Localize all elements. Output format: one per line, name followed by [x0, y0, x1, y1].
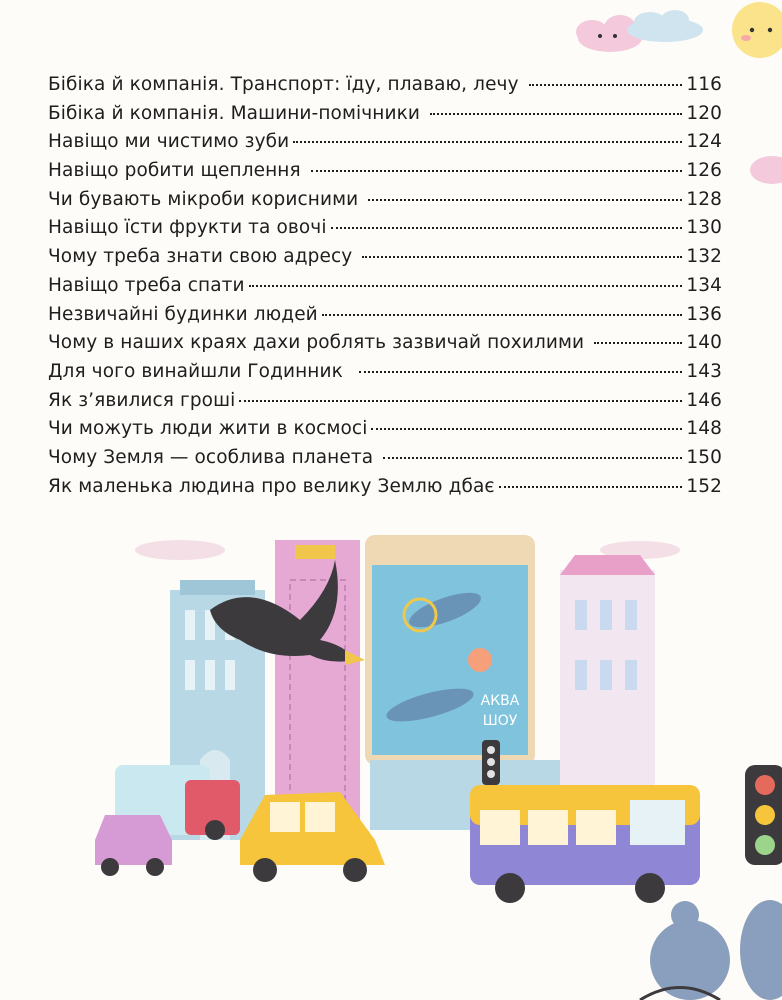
toc-entry: [48, 390, 722, 419]
cloud-icon: [748, 150, 782, 190]
toc-entry: [48, 189, 722, 218]
toc-entry-page: 130: [686, 217, 722, 239]
toc-entry: [48, 160, 722, 189]
toc-entry-title: Чому в наших краях дахи роблять зазвичай похилими: [48, 332, 591, 354]
toc-entry-page: 120: [686, 102, 722, 124]
toc-entry: [48, 246, 722, 275]
toc-entry-page: 134: [686, 274, 722, 296]
traffic-light-right: [745, 765, 782, 865]
city-illustration: [0, 520, 782, 1000]
toc-entry-page: 124: [686, 131, 722, 153]
toc-entry-title: Навіщо їсти фрукти та овочі: [48, 217, 327, 239]
toc-entry-title: Чому Земля — особлива планета: [48, 446, 380, 468]
toc-entry: [48, 332, 722, 361]
sun-icon: [732, 2, 782, 58]
toc-entry: [48, 131, 722, 160]
toc-entry: [48, 418, 722, 447]
bus: [470, 785, 700, 903]
toc-entry-page: 152: [686, 475, 722, 497]
toc-entry-page: 132: [686, 246, 722, 268]
billboard-text-line1: АКВА: [480, 693, 520, 709]
toc-entry-title: Бібіка й компанія. Машини-помічники: [48, 102, 426, 124]
dot-leader: [311, 170, 683, 172]
toc-entry-page: 143: [686, 360, 722, 382]
pigeons: [640, 900, 782, 1000]
pink-car: [95, 815, 172, 876]
dot-leader: [383, 457, 682, 459]
toc-entry-page: 150: [686, 446, 722, 468]
toc-entry-title: Навіщо ми чистимо зуби: [48, 131, 290, 153]
toc-entry-title: Для чого винайшли Годинник: [48, 360, 355, 382]
table-of-contents: [48, 74, 722, 504]
toc-entry-page: 140: [686, 332, 722, 354]
dot-leader: [293, 141, 682, 143]
toc-entry-title: Чи бувають мікроби корисними: [48, 188, 365, 210]
toc-entry-title: Чи можуть люди жити в космосі: [48, 418, 368, 440]
dot-leader: [362, 256, 682, 258]
toc-entry: [48, 447, 722, 476]
dot-leader: [331, 227, 683, 229]
toc-entry-page: 148: [686, 418, 722, 440]
dot-leader: [249, 285, 683, 287]
toc-entry: [48, 304, 722, 333]
toc-entry-title: Як з’явилися гроші: [48, 389, 236, 411]
toc-entry: [48, 275, 722, 304]
dot-leader: [371, 428, 682, 430]
toc-entry-title: Незвичайні будинки людей: [48, 303, 318, 325]
dot-leader: [239, 400, 682, 402]
toc-entry-page: 126: [686, 160, 722, 182]
top-decoration: [520, 0, 782, 70]
billboard-text-line2: ШОУ: [482, 713, 518, 729]
toc-entry-title: Бібіка й компанія. Транспорт: їду, плаваю, лечу: [48, 74, 525, 95]
dot-leader: [368, 199, 682, 201]
toc-entry-page: 116: [686, 74, 722, 95]
toc-entry: [48, 74, 722, 103]
dot-leader: [499, 486, 683, 488]
dot-leader: [430, 113, 682, 115]
dot-leader: [322, 314, 683, 316]
toc-entry: [48, 103, 722, 132]
toc-entry-title: Чому треба знати свою адресу: [48, 246, 359, 268]
dot-leader: [359, 371, 683, 373]
toc-entry-page: 146: [686, 389, 722, 411]
toc-entry: [48, 217, 722, 246]
taxi-car: [240, 792, 385, 882]
toc-entry: [48, 361, 722, 390]
toc-entry-page: 136: [686, 303, 722, 325]
toc-entry: [48, 476, 722, 505]
toc-entry-page: 128: [686, 188, 722, 210]
toc-entry-title: Навіщо треба спати: [48, 274, 245, 296]
dot-leader: [594, 342, 682, 344]
toc-entry-title: Як маленька людина про велику Землю дбає: [48, 475, 495, 497]
toc-entry-title: Навіщо робити щеплення: [48, 160, 307, 182]
dot-leader: [529, 84, 683, 86]
